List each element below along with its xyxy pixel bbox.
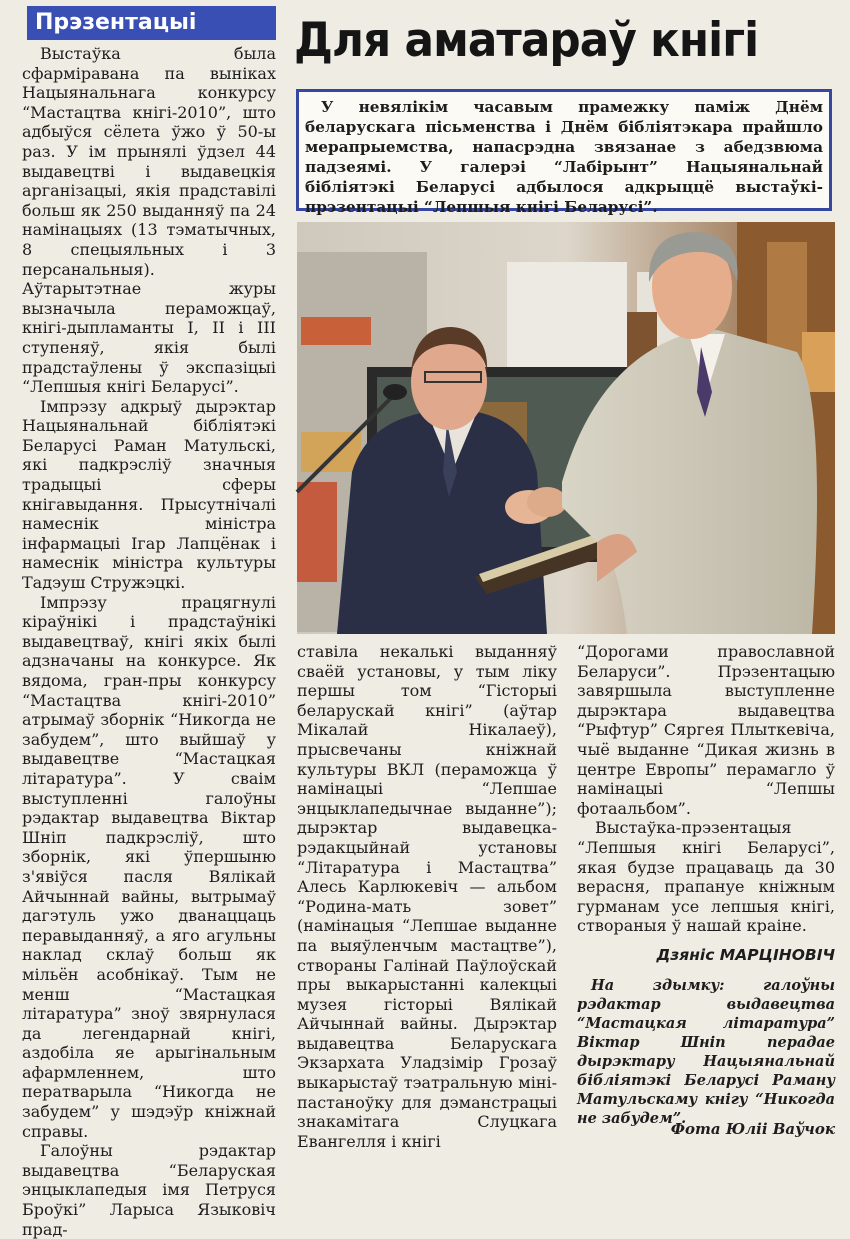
photo-credit: Фота Юліі Ваўчок [670,1120,835,1138]
paragraph: Галоўны рэдактар выдавецтва “Беларуская энцыклапедыя імя Петруся Броўкі” Ларыса Языковіч прад- [22,1141,276,1239]
paragraph: “Дорогами православной Беларуси”. Прэзентацыю завяршыла выступленне дырэктара выдавецтва “Рыфтур” Сяргея Плыткевіча, чыё выданне “Дикая жизнь в центре Европы” перамагло ў намінацыі “Лепшы фотаальбом”. [577,642,835,818]
paragraph: ставіла некалькі выданняў сваёй установы, у тым ліку першы том “Гісторыі беларускай кнігі” (аўтар Мікалай Нікалаеў), прысвечаны кніжнай культуры ВКЛ (пераможца ў намінацыі “Лепшае энцыклапедычнае выданне”); дырэктар выдавецка-рэдакцыйнай установы “Літаратура і Мастацтва” Алесь Карлюкевіч — альбом “Родина-мать зовет” (намінацыя “Лепшае выданне па выяўленчым мастацтве”), створаны Галінай Паўлоўскай пры выкарыстанні калекцыі музея гісторыі Вялікай Айчыннай вайны. Дырэктар выдавецтва Беларускага Экзархата Уладзімір Грозаў выкарыстаў тэатральную міні-пастаноўку для дэманстрацыі знакамітага Слуцкага Евангелля і кнігі [297,642,557,1151]
article-lead: У невялікім часавым прамежку паміж Днём беларускага пісьменства і Днём бібліятэкара прайшло мерапрыемства, напасрэдна звязанае з абедзвюма падзеямі. У галерэі “Лабірынт” Нацыянальнай бібліятэкі Беларусі адбылося адкрыццё выстаўкі-прэзентацыі “Лепшыя кнігі Беларусі”. [296,89,832,211]
author-byline: Дзяніс МАРЦІНОВІЧ [656,946,835,964]
paragraph: Імпрэзу працягнулі кіраўнікі і прадстаўнікі выдавецтваў, кнігі якіх былі адзначаны на конкурсе. Як вядома, гран-пры конкурсу “Мастацтва кнігі-2010” атрымаў зборнік “Никогда не забудем”, што выйшаў у выдавецтве “Мастацкая літаратура”. У сваім выступленні галоўны рэдактар выдавецтва Віктар Шніп падкрэсліў, што зборнік, які ўпершыню з'явіўся пасля Вялікай Айчыннай вайны, вытрымаў дагэтуль ужо дванаццаць перавыданняў, а яго агульны наклад склаў больш як мільён асобнікаў. Тым не менш “Мастацкая літаратура” зноў звярнулася да легендарнай кнігі, аздобіла яе арыгінальным афармленнем, што ператварыла “Никогда не забудем” у шэдэўр кніжнай справы. [22,592,276,1141]
photo-caption: На здымку: галоўны рэдактар выдавецтва “Мастацкая літаратура” Віктар Шніп перадае дырэктару Нацыянальнай бібліятэкі Беларусі Раману Матульскаму кнігу “Никогда не забудем”. [577,977,835,1127]
section-rubric: Прэзентацыі [27,6,276,40]
paragraph: Імпрэзу адкрыў дырэктар Нацыянальнай бібліятэкі Беларусі Раман Матульскі, які падкрэсліў значныя традыцыі сферы кнігавыдання. Прысутнічалі намеснік міністра інфармацыі Ігар Лапцёнак і намеснік міністра культуры Тадэуш Стружэцкі. [22,396,276,593]
article-photo [297,222,835,634]
article-headline: Для аматараў кнігі [294,13,759,68]
text-column-2 [297,642,557,1152]
paragraph: Выстаўка была сфарміравана па выніках Нацыянальнага конкурсу “Мастацтва кнігі-2010”, што адбыўся сёлета ўжо ў 50-ы раз. У ім прынялі ўдзел 44 выдавецтві і выдавецкія арганізацыі, якія прадставілі больш як 250 выданняў па 24 намінацыях (13 тэматычных, 8 спецыяльных і 3 персанальныя). Аўтарытэтнае журы вызначыла пераможцаў, кнігі-дыпламанты I, II і III ступеняў, якія былі прадстаўлены ў экспазіцыі “Лепшыя кнігі Беларусі”. [22,44,276,397]
paragraph: Выстаўка-прэзентацыя “Лепшыя кнігі Беларусі”, якая будзе працаваць да 30 верасня, прапануе кніжным гурманам усе лепшыя кнігі, створаныя ў нашай краіне. [577,818,835,936]
text-column-1 [22,44,276,1239]
text-column-3 [577,642,835,958]
